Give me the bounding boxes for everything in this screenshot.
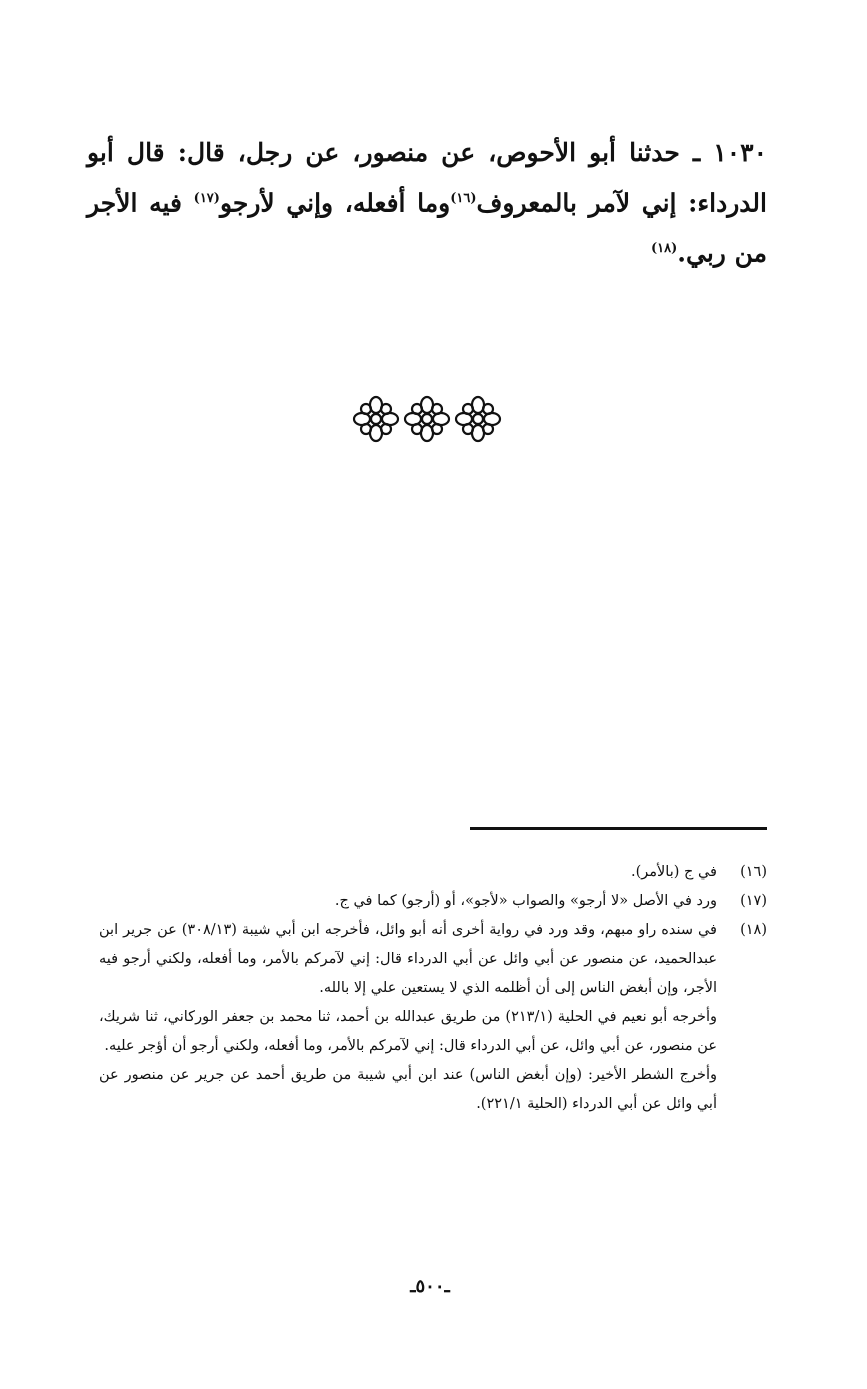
footnotes (99, 858, 767, 1119)
hadith-text-part-3: فيه الأجر من ربي. (87, 188, 767, 268)
footnote-paragraph: وأخرجه أبو نعيم في الحلية (٢١٣/١) من طريق عبدالله بن أحمد، ثنا محمد بن جعفر الوركاني، ثنا شريك، عن منصور، عن أبي وائل، عن أبي الدرداء قال: إني لآمركم بالأمر، وما أفعله، ولكني أرجو أن أؤجر عليه. (99, 1009, 717, 1054)
footnote-ref-16: (١٦) (450, 191, 477, 206)
footnote-17 (99, 887, 767, 916)
page-number: ـ٥٠٠ـ (410, 1276, 450, 1297)
footnote-ref-18: (١٨) (651, 241, 678, 257)
footnote-ref-17: (١٧) (193, 191, 220, 206)
footnote-paragraph: في سنده راو مبهم، وقد ورد في رواية أخرى أنه أبو وائل، فأخرجه ابن أبي شيبة (٣٠٨/١٣) عن جرير ابن عبدالحميد، عن منصور عن أبي وائل عن أبي الدرداء قال: إني لآمركم بالأمر، وما أفعله، ولكني أرجو فيه الأجر، وإن أبغض الناس إلى أن أظلمه الذي لا يستعين علي إلا بالله. (99, 922, 717, 996)
flower-ornament-left (354, 397, 398, 441)
footnote-number: (١٨) (740, 922, 767, 938)
hadith-text-part-2: وما أفعله، وإني لأرجو (219, 188, 451, 218)
hadith-text (87, 130, 767, 277)
footnote-paragraph: وأخرج الشطر الأخير: (وإن أبغض الناس) عند ابن أبي شيبة من طريق أحمد عن جرير عن منصور عن أبي وائل عن أبي الدرداء (الحلية ٢٢١/١). (99, 1067, 717, 1112)
footnote-number: (١٦) (740, 864, 767, 880)
flower-ornament-icon (350, 392, 504, 446)
footnote-paragraph: في ج (بالأمر). (630, 864, 717, 880)
flower-ornament-center (405, 397, 449, 441)
footnote-18 (99, 916, 767, 1119)
footnote-body (99, 916, 717, 1119)
hadith-text-part-1: ـ حدثنا أبو الأحوص، عن منصور، عن رجل، قال: قال أبو الدرداء: إني لآمر بالمعروف (87, 138, 767, 218)
footnote-number: (١٧) (740, 893, 767, 909)
footnote-separator (470, 827, 767, 830)
footnote-paragraph: ورد في الأصل «لا أرجو» والصواب «لأجو»، أو (أرجو) كما في ج. (334, 893, 717, 909)
hadith-number: ١٠٣٠ (713, 138, 767, 167)
footnote-body (99, 887, 717, 916)
flower-ornament-right (456, 397, 500, 441)
footnote-16 (99, 858, 767, 887)
footnote-body (99, 858, 717, 887)
